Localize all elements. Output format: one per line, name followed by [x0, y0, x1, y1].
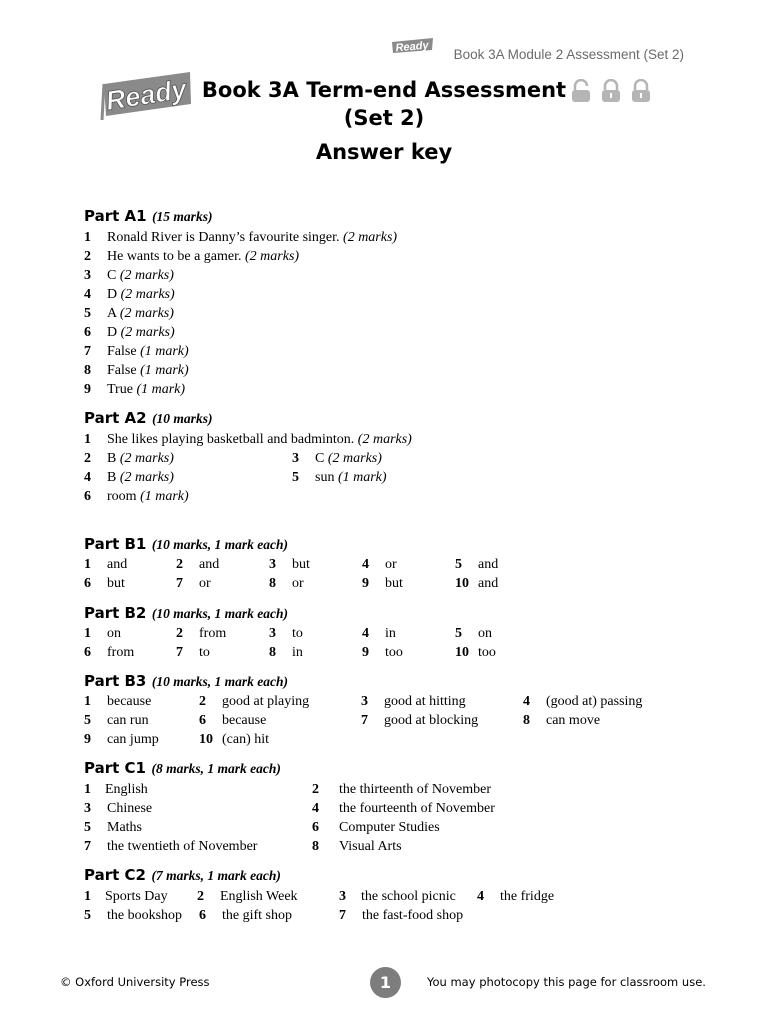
part-b2-heading: Part B2 (10 marks, 1 mark each): [84, 604, 288, 622]
ready-logo-small: [390, 37, 435, 55]
lock-icon: [630, 79, 652, 103]
svg-text:Ready: Ready: [395, 39, 430, 55]
lock-icon: [600, 79, 622, 103]
module-label: Book 3A Module 2 Assessment (Set 2): [453, 47, 684, 62]
svg-text:Ready: Ready: [103, 73, 189, 117]
copyright-text: © Oxford University Press: [60, 975, 210, 989]
part-b1-heading: Part B1 (10 marks, 1 mark each): [84, 535, 288, 553]
unlocked-lock-icon: [570, 79, 592, 103]
page-title-set: (Set 2): [343, 106, 425, 130]
lock-icons: [570, 79, 652, 103]
part-b3-heading: Part B3 (10 marks, 1 mark each): [84, 672, 288, 690]
part-a1-heading: Part A1 (15 marks): [84, 207, 213, 225]
page-title: Book 3A Term-end Assessment: [201, 78, 567, 102]
page-subtitle: Answer key: [315, 140, 453, 164]
part-c1-heading: Part C1 (8 marks, 1 mark each): [84, 759, 281, 777]
photocopy-note: You may photocopy this page for classroom use.: [427, 975, 706, 989]
part-a2-heading: Part A2 (10 marks): [84, 409, 213, 427]
part-c2-heading: Part C2 (7 marks, 1 mark each): [84, 866, 281, 884]
page-number: 1: [370, 967, 401, 998]
